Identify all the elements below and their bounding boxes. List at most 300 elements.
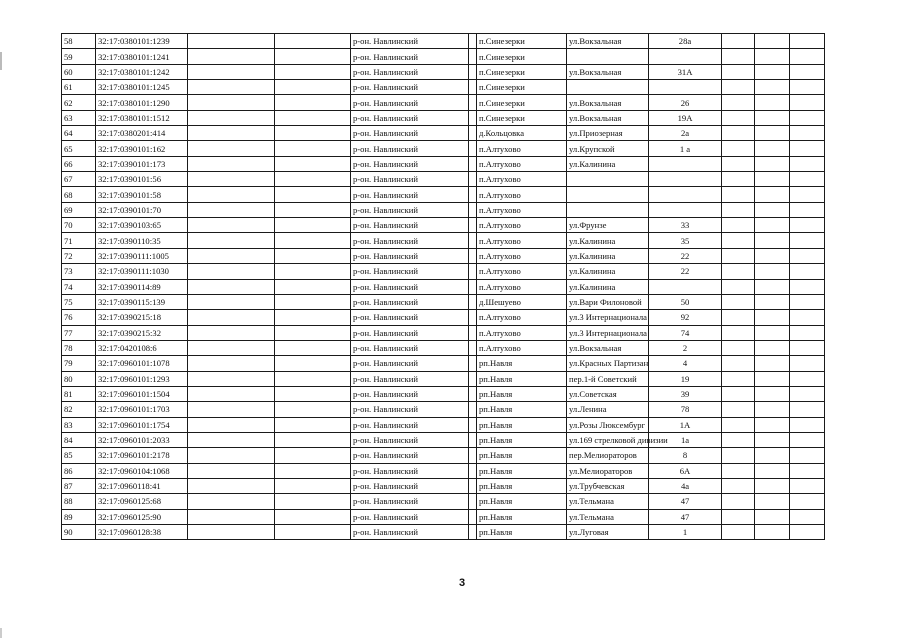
empty-cell xyxy=(755,356,790,371)
empty-cell xyxy=(275,432,351,447)
house-number-cell: 33 xyxy=(649,218,722,233)
cadastral-number: 32:17:0380101:1241 xyxy=(96,49,188,64)
cadastral-number: 32:17:0960118:41 xyxy=(96,478,188,493)
empty-cell xyxy=(188,478,275,493)
empty-cell xyxy=(790,448,825,463)
table-row xyxy=(62,448,825,463)
empty-cell xyxy=(275,494,351,509)
empty-cell xyxy=(790,110,825,125)
empty-cell xyxy=(755,202,790,217)
empty-cell xyxy=(188,264,275,279)
district-cell: р-он. Навлинский xyxy=(351,80,469,95)
empty-cell xyxy=(469,432,477,447)
district-cell: р-он. Навлинский xyxy=(351,402,469,417)
street-cell: ул.Калинина xyxy=(567,264,649,279)
row-number: 88 xyxy=(62,494,96,509)
table-row xyxy=(62,340,825,355)
house-number-cell xyxy=(649,49,722,64)
row-number: 84 xyxy=(62,432,96,447)
empty-cell xyxy=(722,110,755,125)
empty-cell xyxy=(275,156,351,171)
empty-cell xyxy=(275,402,351,417)
district-cell: р-он. Навлинский xyxy=(351,279,469,294)
empty-cell xyxy=(469,325,477,340)
empty-cell xyxy=(790,156,825,171)
row-number: 63 xyxy=(62,110,96,125)
empty-cell xyxy=(188,371,275,386)
row-number: 78 xyxy=(62,340,96,355)
empty-cell xyxy=(755,156,790,171)
empty-cell xyxy=(188,110,275,125)
empty-cell xyxy=(469,448,477,463)
house-number-cell: 35 xyxy=(649,233,722,248)
empty-cell xyxy=(722,371,755,386)
empty-cell xyxy=(722,95,755,110)
empty-cell xyxy=(275,294,351,309)
table-row xyxy=(62,371,825,386)
empty-cell xyxy=(790,310,825,325)
empty-cell xyxy=(469,463,477,478)
district-cell: р-он. Навлинский xyxy=(351,218,469,233)
table-row xyxy=(62,126,825,141)
empty-cell xyxy=(755,417,790,432)
empty-cell xyxy=(469,218,477,233)
empty-cell xyxy=(469,156,477,171)
district-cell: р-он. Навлинский xyxy=(351,248,469,263)
street-cell: ул.Советская xyxy=(567,386,649,401)
empty-cell xyxy=(790,49,825,64)
empty-cell xyxy=(275,248,351,263)
empty-cell xyxy=(188,156,275,171)
empty-cell xyxy=(188,494,275,509)
house-number-cell: 74 xyxy=(649,325,722,340)
cadastral-number: 32:17:0390114:89 xyxy=(96,279,188,294)
empty-cell xyxy=(722,432,755,447)
district-cell: р-он. Навлинский xyxy=(351,95,469,110)
empty-cell xyxy=(469,402,477,417)
table-row xyxy=(62,110,825,125)
empty-cell xyxy=(188,49,275,64)
empty-cell xyxy=(469,356,477,371)
cadastral-number: 32:17:0960101:1754 xyxy=(96,417,188,432)
table-row xyxy=(62,279,825,294)
row-number: 82 xyxy=(62,402,96,417)
row-number: 90 xyxy=(62,525,96,540)
locality-cell: п.Алтухово xyxy=(477,340,567,355)
empty-cell xyxy=(188,248,275,263)
cadastral-number: 32:17:0960128:38 xyxy=(96,525,188,540)
empty-cell xyxy=(755,80,790,95)
empty-cell xyxy=(790,371,825,386)
district-cell: р-он. Навлинский xyxy=(351,478,469,493)
empty-cell xyxy=(188,386,275,401)
table-row xyxy=(62,218,825,233)
locality-cell: п.Алтухово xyxy=(477,202,567,217)
empty-cell xyxy=(790,218,825,233)
empty-cell xyxy=(469,340,477,355)
empty-cell xyxy=(722,172,755,187)
empty-cell xyxy=(790,525,825,540)
empty-cell xyxy=(188,294,275,309)
locality-cell: рп.Навля xyxy=(477,417,567,432)
empty-cell xyxy=(790,64,825,79)
locality-cell: рп.Навля xyxy=(477,371,567,386)
empty-cell xyxy=(790,463,825,478)
row-number: 77 xyxy=(62,325,96,340)
empty-cell xyxy=(469,509,477,524)
house-number-cell: 4 xyxy=(649,356,722,371)
locality-cell: рп.Навля xyxy=(477,356,567,371)
locality-cell: п.Алтухово xyxy=(477,233,567,248)
empty-cell xyxy=(790,141,825,156)
empty-cell xyxy=(275,187,351,202)
empty-cell xyxy=(755,402,790,417)
locality-cell: п.Алтухово xyxy=(477,248,567,263)
locality-cell: рп.Навля xyxy=(477,494,567,509)
empty-cell xyxy=(469,64,477,79)
empty-cell xyxy=(188,126,275,141)
empty-cell xyxy=(755,64,790,79)
house-number-cell xyxy=(649,187,722,202)
locality-cell: п.Алтухово xyxy=(477,156,567,171)
empty-cell xyxy=(275,64,351,79)
empty-cell xyxy=(469,417,477,432)
cadastral-number: 32:17:0390101:58 xyxy=(96,187,188,202)
empty-cell xyxy=(469,34,477,49)
empty-cell xyxy=(755,463,790,478)
empty-cell xyxy=(722,202,755,217)
table-row xyxy=(62,34,825,49)
empty-cell xyxy=(469,371,477,386)
row-number: 80 xyxy=(62,371,96,386)
table-row xyxy=(62,417,825,432)
table-row xyxy=(62,478,825,493)
empty-cell xyxy=(469,494,477,509)
empty-cell xyxy=(275,172,351,187)
row-number: 70 xyxy=(62,218,96,233)
street-cell: ул.3 Интернационала xyxy=(567,325,649,340)
street-cell: ул.Крупской xyxy=(567,141,649,156)
house-number-cell xyxy=(649,202,722,217)
street-cell: ул.3 Интернационала xyxy=(567,310,649,325)
row-number: 73 xyxy=(62,264,96,279)
empty-cell xyxy=(755,494,790,509)
district-cell: р-он. Навлинский xyxy=(351,310,469,325)
empty-cell xyxy=(469,126,477,141)
cadastral-number: 32:17:0380101:1512 xyxy=(96,110,188,125)
empty-cell xyxy=(755,233,790,248)
district-cell: р-он. Навлинский xyxy=(351,448,469,463)
table-body xyxy=(62,34,825,540)
street-cell: ул.Вокзальная xyxy=(567,340,649,355)
empty-cell xyxy=(469,49,477,64)
empty-cell xyxy=(755,248,790,263)
house-number-cell: 31А xyxy=(649,64,722,79)
table-row xyxy=(62,525,825,540)
empty-cell xyxy=(722,233,755,248)
empty-cell xyxy=(790,432,825,447)
house-number-cell: 39 xyxy=(649,386,722,401)
street-cell: ул.169 стрелковой дивизии xyxy=(567,432,649,447)
empty-cell xyxy=(790,95,825,110)
cadastral-number: 32:17:0960101:1703 xyxy=(96,402,188,417)
empty-cell xyxy=(722,340,755,355)
locality-cell: д.Кольцовка xyxy=(477,126,567,141)
empty-cell xyxy=(188,325,275,340)
empty-cell xyxy=(790,126,825,141)
empty-cell xyxy=(722,80,755,95)
house-number-cell: 4а xyxy=(649,478,722,493)
empty-cell xyxy=(188,402,275,417)
empty-cell xyxy=(790,202,825,217)
empty-cell xyxy=(275,110,351,125)
empty-cell xyxy=(755,34,790,49)
empty-cell xyxy=(755,126,790,141)
district-cell: р-он. Навлинский xyxy=(351,417,469,432)
district-cell: р-он. Навлинский xyxy=(351,172,469,187)
empty-cell xyxy=(790,356,825,371)
empty-cell xyxy=(722,279,755,294)
street-cell: ул.Калинина xyxy=(567,233,649,248)
row-number: 76 xyxy=(62,310,96,325)
locality-cell: рп.Навля xyxy=(477,478,567,493)
empty-cell xyxy=(755,432,790,447)
row-number: 87 xyxy=(62,478,96,493)
empty-cell xyxy=(275,325,351,340)
empty-cell xyxy=(188,279,275,294)
empty-cell xyxy=(188,432,275,447)
street-cell: ул.Луговая xyxy=(567,525,649,540)
table-row xyxy=(62,509,825,524)
street-cell: ул.Вари Филоновой xyxy=(567,294,649,309)
house-number-cell: 6А xyxy=(649,463,722,478)
locality-cell: п.Алтухово xyxy=(477,187,567,202)
house-number-cell: 92 xyxy=(649,310,722,325)
house-number-cell: 1 а xyxy=(649,141,722,156)
cadastral-number: 32:17:0960101:2178 xyxy=(96,448,188,463)
table-row xyxy=(62,494,825,509)
empty-cell xyxy=(188,187,275,202)
empty-cell xyxy=(275,371,351,386)
empty-cell xyxy=(469,279,477,294)
row-number: 72 xyxy=(62,248,96,263)
locality-cell: п.Синезерки xyxy=(477,64,567,79)
empty-cell xyxy=(469,202,477,217)
district-cell: р-он. Навлинский xyxy=(351,340,469,355)
district-cell: р-он. Навлинский xyxy=(351,156,469,171)
cadastral-number: 32:17:0380101:1290 xyxy=(96,95,188,110)
street-cell: ул.Калинина xyxy=(567,248,649,263)
empty-cell xyxy=(722,248,755,263)
cadastral-number: 32:17:0420108:6 xyxy=(96,340,188,355)
empty-cell xyxy=(275,525,351,540)
cadastral-number: 32:17:0390103:65 xyxy=(96,218,188,233)
street-cell: ул.Вокзальная xyxy=(567,110,649,125)
empty-cell xyxy=(188,509,275,524)
district-cell: р-он. Навлинский xyxy=(351,141,469,156)
empty-cell xyxy=(275,386,351,401)
empty-cell xyxy=(188,417,275,432)
empty-cell xyxy=(722,509,755,524)
empty-cell xyxy=(469,525,477,540)
empty-cell xyxy=(469,80,477,95)
empty-cell xyxy=(469,248,477,263)
empty-cell xyxy=(469,141,477,156)
empty-cell xyxy=(275,141,351,156)
table-row xyxy=(62,264,825,279)
street-cell xyxy=(567,187,649,202)
empty-cell xyxy=(469,187,477,202)
table-row xyxy=(62,386,825,401)
street-cell: ул.Мелиораторов xyxy=(567,463,649,478)
locality-cell: рп.Навля xyxy=(477,386,567,401)
locality-cell: п.Алтухово xyxy=(477,310,567,325)
empty-cell xyxy=(755,340,790,355)
district-cell: р-он. Навлинский xyxy=(351,187,469,202)
table-row xyxy=(62,80,825,95)
district-cell: р-он. Навлинский xyxy=(351,110,469,125)
empty-cell xyxy=(755,310,790,325)
empty-cell xyxy=(722,525,755,540)
district-cell: р-он. Навлинский xyxy=(351,64,469,79)
district-cell: р-он. Навлинский xyxy=(351,432,469,447)
empty-cell xyxy=(722,448,755,463)
locality-cell: рп.Навля xyxy=(477,402,567,417)
house-number-cell: 1 xyxy=(649,525,722,540)
empty-cell xyxy=(790,325,825,340)
locality-cell: рп.Навля xyxy=(477,432,567,447)
empty-cell xyxy=(188,202,275,217)
locality-cell: п.Алтухово xyxy=(477,279,567,294)
row-number: 83 xyxy=(62,417,96,432)
row-number: 75 xyxy=(62,294,96,309)
table-row xyxy=(62,95,825,110)
empty-cell xyxy=(755,187,790,202)
cadastral-number: 32:17:0380101:1242 xyxy=(96,64,188,79)
empty-cell xyxy=(722,310,755,325)
district-cell: р-он. Навлинский xyxy=(351,202,469,217)
district-cell: р-он. Навлинский xyxy=(351,264,469,279)
row-number: 66 xyxy=(62,156,96,171)
empty-cell xyxy=(275,279,351,294)
street-cell: ул.Вокзальная xyxy=(567,95,649,110)
empty-cell xyxy=(188,141,275,156)
empty-cell xyxy=(275,310,351,325)
house-number-cell xyxy=(649,156,722,171)
empty-cell xyxy=(790,187,825,202)
street-cell: ул.Тельмана xyxy=(567,494,649,509)
table-row xyxy=(62,310,825,325)
house-number-cell: 1А xyxy=(649,417,722,432)
empty-cell xyxy=(469,310,477,325)
locality-cell: рп.Навля xyxy=(477,525,567,540)
empty-cell xyxy=(790,172,825,187)
empty-cell xyxy=(275,478,351,493)
empty-cell xyxy=(275,509,351,524)
district-cell: р-он. Навлинский xyxy=(351,34,469,49)
empty-cell xyxy=(790,386,825,401)
empty-cell xyxy=(188,233,275,248)
empty-cell xyxy=(722,386,755,401)
row-number: 65 xyxy=(62,141,96,156)
district-cell: р-он. Навлинский xyxy=(351,294,469,309)
house-number-cell: 47 xyxy=(649,509,722,524)
table-row xyxy=(62,432,825,447)
cadastral-number: 32:17:0390115:139 xyxy=(96,294,188,309)
table-row xyxy=(62,64,825,79)
empty-cell xyxy=(469,95,477,110)
table-row xyxy=(62,294,825,309)
cadastral-number: 32:17:0960104:1068 xyxy=(96,463,188,478)
row-number: 79 xyxy=(62,356,96,371)
empty-cell xyxy=(722,126,755,141)
empty-cell xyxy=(755,371,790,386)
empty-cell xyxy=(469,264,477,279)
street-cell: ул.Фрунзе xyxy=(567,218,649,233)
empty-cell xyxy=(755,294,790,309)
row-number: 86 xyxy=(62,463,96,478)
row-number: 74 xyxy=(62,279,96,294)
district-cell: р-он. Навлинский xyxy=(351,49,469,64)
empty-cell xyxy=(469,110,477,125)
cadastral-number: 32:17:0390101:56 xyxy=(96,172,188,187)
empty-cell xyxy=(188,525,275,540)
house-number-cell: 26 xyxy=(649,95,722,110)
house-number-cell: 19А xyxy=(649,110,722,125)
empty-cell xyxy=(722,356,755,371)
table-row xyxy=(62,187,825,202)
empty-cell xyxy=(188,80,275,95)
house-number-cell: 50 xyxy=(649,294,722,309)
empty-cell xyxy=(469,386,477,401)
street-cell: пер.1-й Советский xyxy=(567,371,649,386)
empty-cell xyxy=(790,402,825,417)
empty-cell xyxy=(722,402,755,417)
empty-cell xyxy=(790,509,825,524)
empty-cell xyxy=(755,279,790,294)
table-row xyxy=(62,356,825,371)
house-number-cell: 47 xyxy=(649,494,722,509)
empty-cell xyxy=(275,95,351,110)
row-number: 61 xyxy=(62,80,96,95)
empty-cell xyxy=(469,478,477,493)
empty-cell xyxy=(275,264,351,279)
empty-cell xyxy=(790,279,825,294)
empty-cell xyxy=(790,294,825,309)
district-cell: р-он. Навлинский xyxy=(351,494,469,509)
empty-cell xyxy=(275,340,351,355)
row-number: 85 xyxy=(62,448,96,463)
empty-cell xyxy=(755,448,790,463)
empty-cell xyxy=(722,494,755,509)
empty-cell xyxy=(722,64,755,79)
row-number: 89 xyxy=(62,509,96,524)
empty-cell xyxy=(188,340,275,355)
empty-cell xyxy=(275,49,351,64)
district-cell: р-он. Навлинский xyxy=(351,126,469,141)
table-row xyxy=(62,202,825,217)
cadastral-number: 32:17:0960101:2033 xyxy=(96,432,188,447)
cadastral-number: 32:17:0390101:162 xyxy=(96,141,188,156)
table-row xyxy=(62,156,825,171)
locality-cell: п.Алтухово xyxy=(477,264,567,279)
empty-cell xyxy=(755,218,790,233)
house-number-cell: 2а xyxy=(649,126,722,141)
empty-cell xyxy=(790,80,825,95)
empty-cell xyxy=(722,463,755,478)
empty-cell xyxy=(275,80,351,95)
street-cell: пер.Мелиораторов xyxy=(567,448,649,463)
